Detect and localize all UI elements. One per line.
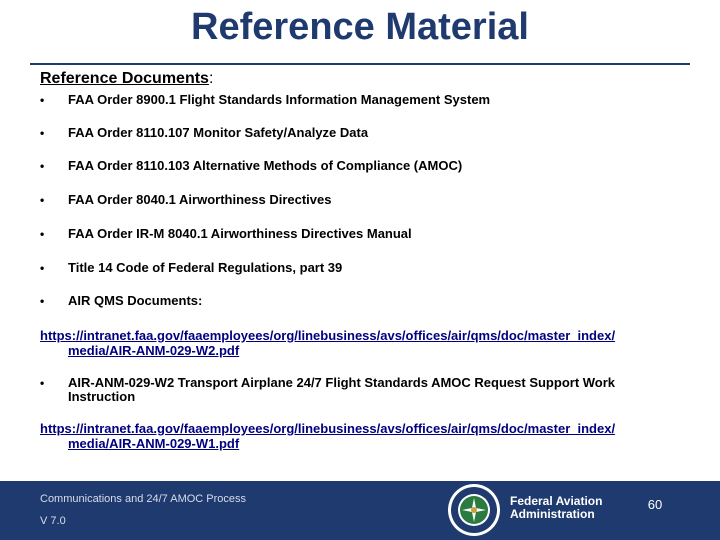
link-url-line1[interactable]: https://intranet.faa.gov/faaemployees/org/linebusiness/avs/offices/air/qms/doc/master_index/ (40, 328, 616, 343)
footer-organization (510, 495, 620, 521)
document-link-w1[interactable] (40, 421, 680, 451)
bullet-text: FAA Order 8110.103 Alternative Methods of Compliance (AMOC) (68, 158, 463, 173)
footer-version: V 7.0 (40, 515, 66, 527)
bullet-text: Title 14 Code of Federal Regulations, part 39 (68, 260, 343, 275)
link-url-line2[interactable]: media/AIR-ANM-029-W2.pdf (68, 343, 240, 358)
bullet-text: FAA Order 8900.1 Flight Standards Information Management System (68, 92, 491, 107)
link-url-line1[interactable]: https://intranet.faa.gov/faaemployees/org/linebusiness/avs/offices/air/qms/doc/master_index/ (40, 421, 616, 436)
bullet-icon: • (40, 193, 45, 207)
footer-presentation-title: Communications and 24/7 AMOC Process (40, 493, 247, 505)
bullet-icon: • (40, 159, 45, 173)
document-link-w2[interactable] (40, 328, 680, 358)
bullet-text: FAA Order 8040.1 Airworthiness Directives (68, 192, 332, 207)
bullet-icon: • (40, 227, 45, 241)
page-number: 60 (647, 497, 663, 512)
bullet-icon: • (40, 93, 45, 107)
footer-bar (0, 481, 720, 540)
bullet-icon: • (40, 294, 45, 308)
faa-seal-icon (447, 483, 501, 537)
bullet-text: FAA Order 8110.107 Monitor Safety/Analyze Data (68, 125, 369, 140)
bullet-icon: • (40, 261, 45, 275)
bullet-icon: • (40, 126, 45, 140)
title-divider (30, 63, 690, 65)
bullet-text: FAA Order IR-M 8040.1 Airworthiness Directives Manual (68, 226, 412, 241)
slide-title: Reference Material (191, 6, 529, 48)
footer-org-line1: Federal Aviation (510, 494, 603, 508)
bullet-text: AIR-ANM-029-W2 Transport Airplane 24/7 Flight Standards AMOC Request Support Work Instruction (68, 375, 616, 404)
bullet-icon: • (40, 376, 45, 390)
section-heading (40, 70, 213, 88)
section-heading-colon: : (208, 70, 214, 87)
link-url-line2[interactable]: media/AIR-ANM-029-W1.pdf (68, 436, 240, 451)
section-heading-text: Reference Documents (40, 70, 209, 87)
bullet-text: AIR QMS Documents: (68, 293, 203, 308)
footer-org-line2: Administration (510, 507, 595, 521)
